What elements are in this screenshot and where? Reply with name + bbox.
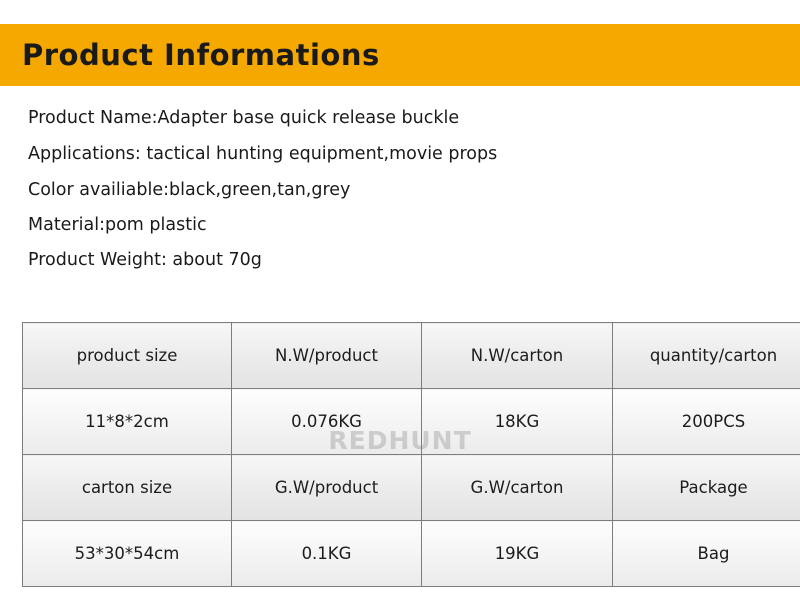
table-cell: 0.076KG <box>232 389 422 455</box>
spec-applications: Applications: tactical hunting equipment,movie props <box>28 144 498 164</box>
table-cell: N.W/product <box>232 323 422 389</box>
table-cell: 11*8*2cm <box>23 389 232 455</box>
spec-color: Color availiable:black,green,tan,grey <box>28 180 351 200</box>
table-cell: Package <box>613 455 800 521</box>
page-title: Product Informations <box>22 38 380 72</box>
table-cell: N.W/carton <box>422 323 613 389</box>
table-cell: 18KG <box>422 389 613 455</box>
table-cell: product size <box>23 323 232 389</box>
spec-table <box>22 322 800 587</box>
table-row <box>23 389 800 455</box>
table-cell: G.W/carton <box>422 455 613 521</box>
spec-product-name: Product Name:Adapter base quick release buckle <box>28 108 460 128</box>
table-row <box>23 521 800 587</box>
specs-list <box>28 108 768 285</box>
table-cell: quantity/carton <box>613 323 800 389</box>
table-cell: carton size <box>23 455 232 521</box>
spec-material: Material:pom plastic <box>28 215 207 235</box>
spec-table-wrapper <box>22 322 778 587</box>
table-cell: 0.1KG <box>232 521 422 587</box>
table-row <box>23 455 800 521</box>
table-cell: 200PCS <box>613 389 800 455</box>
table-cell: Bag <box>613 521 800 587</box>
header-banner <box>0 24 800 86</box>
table-row <box>23 323 800 389</box>
table-cell: 19KG <box>422 521 613 587</box>
watermark-text: REDHUNT <box>328 426 472 455</box>
table-cell: G.W/product <box>232 455 422 521</box>
spec-weight: Product Weight: about 70g <box>28 250 262 270</box>
table-cell: 53*30*54cm <box>23 521 232 587</box>
